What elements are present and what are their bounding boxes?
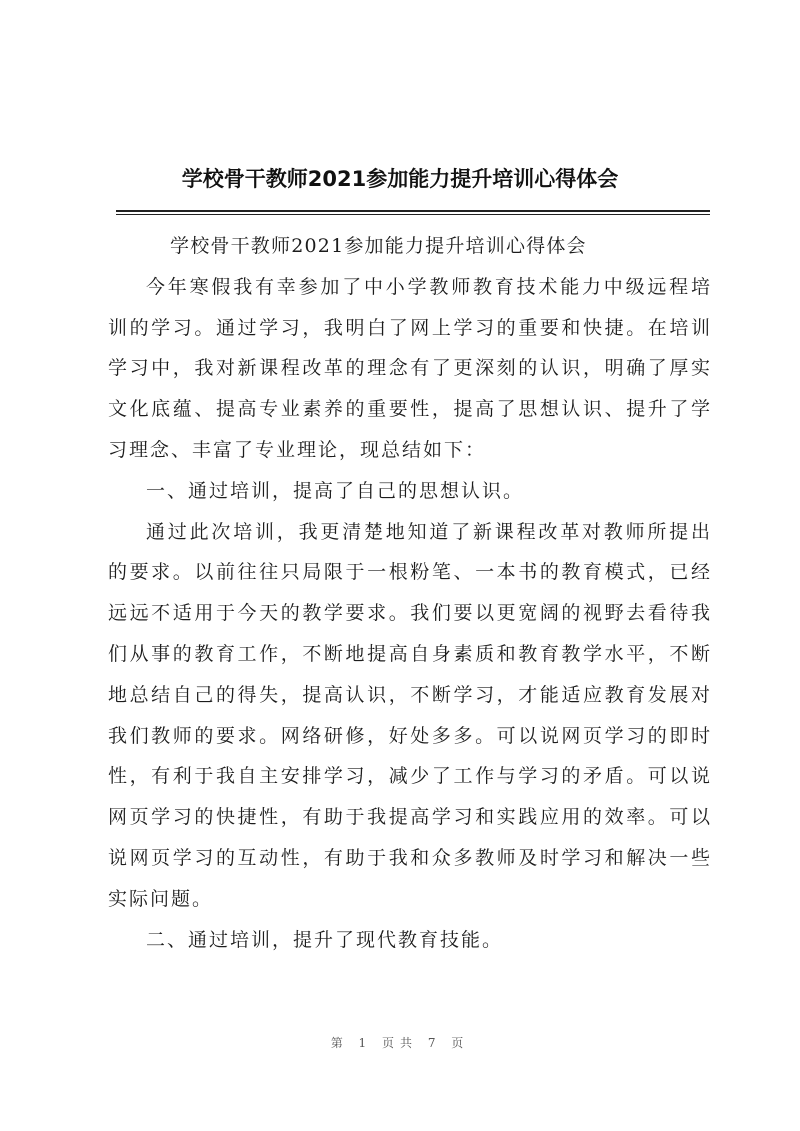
section-heading-2: 二、通过培训，提升了现代教育技能。 <box>146 928 504 951</box>
document-title: 学校骨干教师2021参加能力提升培训心得体会 <box>181 167 619 191</box>
title-divider-thin <box>116 214 710 215</box>
page-number-footer: 第 1 页共 7 页 <box>330 1036 470 1050</box>
section-heading-1: 一、通过培训，提高了自己的思想认识。 <box>146 479 525 502</box>
document-body <box>108 226 712 960</box>
paragraph-section-1: 通过此次培训，我更清楚地知道了新课程改革对教师所提出的要求。以前往往只局限于一根粉笔、一本书的教育模式，已经远远不适用于今天的教学要求。我们要以更宽阔的视野去看待我们从事的教育工作，不断地提高自身素质和教育教学水平，不断地总结自己的得失，提高认识，不断学习，才能适应教育发展对我们教师的要求。网络研修，好处多多。可以说网页学习的即时性，有利于我自主安排学习，减少了工作与学习的矛盾。可以说网页学习的快捷性，有助于我提高学习和实践应用的效率。可以说网页学习的互动性，有助于我和众多教师及时学习和解决一些实际问题。 <box>108 520 712 910</box>
paragraph-intro: 今年寒假我有幸参加了中小学教师教育技术能力中级远程培训的学习。通过学习，我明白了网上学习的重要和快捷。在培训学习中，我对新课程改革的理念有了更深刻的认识，明确了厚实文化底蕴、提高专业素养的重要性，提高了思想认识、提升了学习理念、丰富了专业理论，现总结如下： <box>108 275 712 461</box>
document-subtitle: 学校骨干教师2021参加能力提升培训心得体会 <box>170 235 587 257</box>
title-divider-thick <box>116 210 710 212</box>
